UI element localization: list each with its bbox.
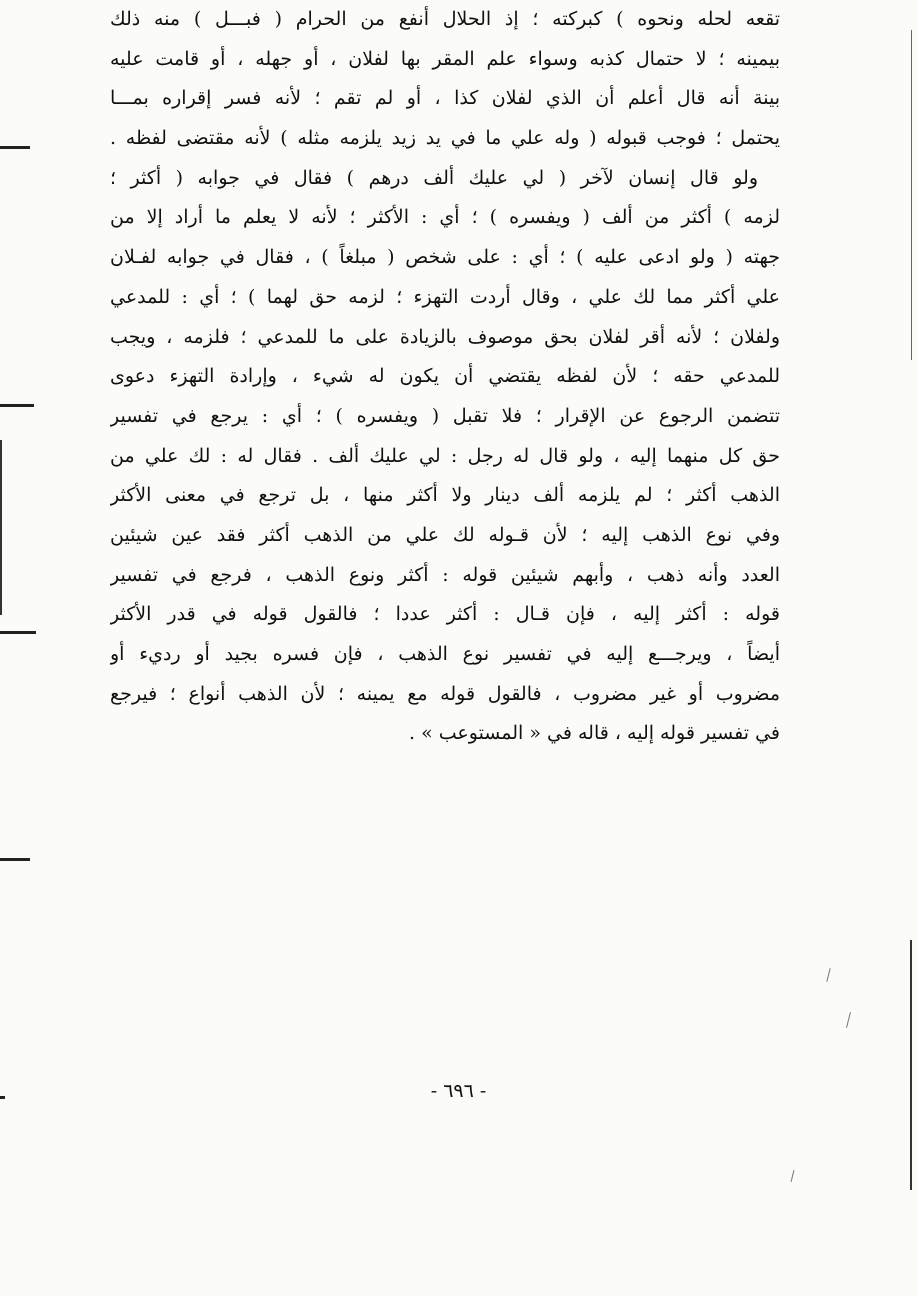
text-line: حق كل منهما إليه ، ولو قال له رجل : لي عليك ألف . فقال له : لك علي من	[110, 444, 780, 467]
text-line: قوله : أكثر إليه ، فإن قـال : أكثر عددا ؛ فالقول قوله في قدر الأكثر	[110, 603, 780, 626]
text-line: جهته ( ولو ادعى عليه ) ؛ أي : على شخص ( مبلغاً ) ، فقال في جوابه لفـلان	[110, 246, 780, 269]
text-line: ولو قال إنسان لآخر ( لي عليك ألف درهم ) فقال في جوابه ( أكثر ؛	[110, 166, 758, 189]
body-text	[110, 0, 780, 754]
text-line: العدد وأنه ذهب ، وأبهم شيئين قوله : أكثر ونوع الذهب ، فرجع في تفسير	[110, 563, 780, 586]
text-line: علي أكثر مما لك علي ، وقال أردت التهزء ؛ لزمه حق لهما ) ؛ أي : للمدعي	[110, 285, 780, 308]
margin-mark	[0, 404, 34, 407]
margin-mark	[0, 146, 30, 149]
text-line: وفي نوع الذهب إليه ؛ لأن قـوله لك علي من الذهب أكثر فقد عين شيئين	[110, 523, 780, 546]
text-line: ولفلان ؛ لأنه أقر لفلان بحق موصوف بالزيادة على ما للمدعي ؛ فلزمه ، ويجب	[110, 325, 780, 348]
text-line: للمدعي حقه ؛ لأن لفظه يقتضي أن يكون له شيء ، وإرادة التهزء دعوى	[110, 365, 780, 388]
scan-speck	[791, 1170, 795, 1182]
page-number: - ٦٩٦ -	[430, 1080, 487, 1102]
text-line: بيمينه ؛ لا حتمال كذبه وسواء علم المقر بها لفلان ، أو جهله ، أو قامت عليه	[110, 47, 780, 70]
text-line: مضروب أو غير مضروب ، فالقول قوله مع يمينه ؛ لأن الذهب أنواع ؛ فيرجع	[110, 682, 780, 705]
text-line: تتضمن الرجوع عن الإقرار ؛ فلا تقبل ( ويفسره ) ؛ أي : يرجع في تفسير	[110, 404, 780, 427]
scan-speck	[846, 1012, 851, 1028]
text-line: بينة أنه قال أعلم أن الذي لفلان كذا ، أو لم تقم ؛ لأنه فسر إقراره بمـــا	[110, 87, 780, 110]
text-line: الذهب أكثر ؛ لم يلزمه ألف دينار ولا أكثر منها ، بل ترجع في معنى الأكثر	[110, 484, 780, 507]
scan-edge-line	[911, 30, 912, 360]
text-line: يحتمل ؛ فوجب قبوله ( وله علي ما في يد زيد يلزمه مثله ) لأنه مقتضى لفظه .	[110, 127, 780, 150]
margin-mark	[0, 631, 36, 634]
scan-edge-line	[0, 440, 2, 615]
text-line: أيضاً ، ويرجـــع إليه في تفسير نوع الذهب ، فإن فسره بجيد أو رديء أو	[110, 643, 780, 665]
scan-speck	[826, 968, 830, 982]
margin-mark	[0, 1096, 5, 1099]
margin-mark	[0, 858, 30, 861]
text-line: لزمه ) أكثر من ألف ( ويفسره ) ؛ أي : الأكثر ؛ لأنه لا يعلم ما أراد إلا من	[110, 206, 780, 229]
text-line: في تفسير قوله إليه ، قاله في « المستوعب » .	[409, 722, 780, 745]
scan-edge-line	[910, 940, 912, 1190]
text-line: تقعه لحله ونحوه ) كبركته ؛ إذ الحلال أنفع من الحرام ( فبـــل ) منه ذلك	[110, 8, 780, 30]
